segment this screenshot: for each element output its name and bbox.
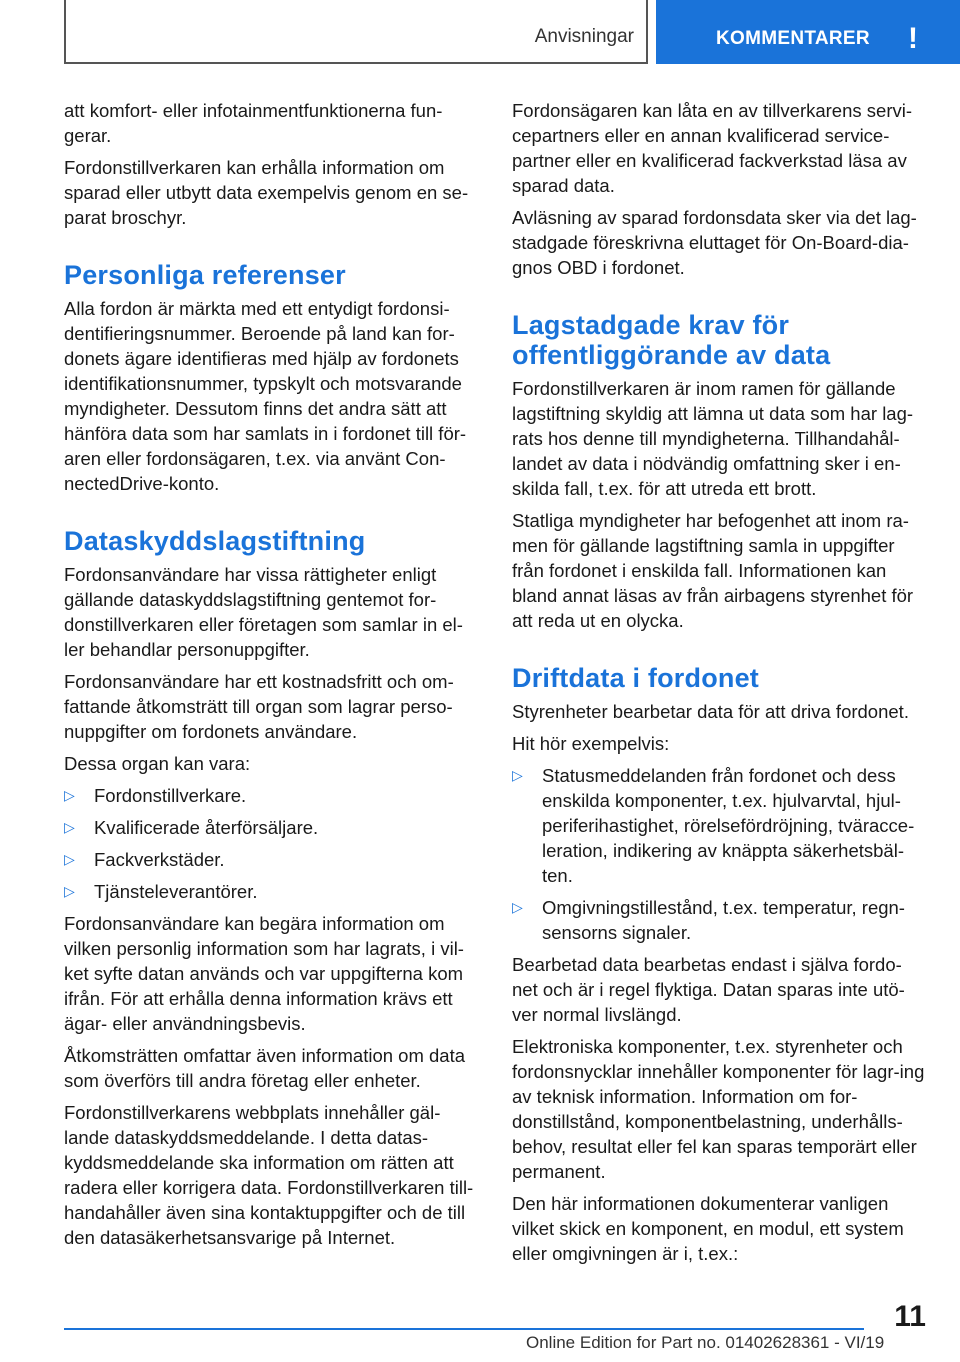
list-item-text: Statusmeddelanden från fordonet och dess enskilda komponenter, t.ex. hjulvarvtal, hjul-periferihastighet, rörelsefördröjning, tväracce-leration, indikering av knäppta säkerhetsbäl-ten. — [542, 765, 915, 886]
list-item — [512, 763, 926, 888]
paragraph: Fordonsanvändare har vissa rättigheter enligt gällande dataskyddslagstiftning gentemot for-donstillverkaren eller företagen som samlar in el-ler behandlar personuppgifter. — [64, 564, 463, 660]
paragraph: Fordonsanvändare har ett kostnadsfritt och om-fattande åtkomsträtt till organ som lagrar perso-nuppgifter om fordonets användare. — [64, 671, 454, 742]
alert-icon: ! — [908, 22, 918, 55]
paragraph: Fordonstillverkaren är inom ramen för gällande lagstiftning skyldig att lämna ut data som har lag-rats hos denne till myndigheterna. Tillhandahål-landet av data i nödvändig omfattning sker i en-skilda fall, t.ex. för att utreda ett brott. — [512, 378, 914, 499]
list-item — [64, 847, 478, 872]
paragraph: Avläsning av sparad fordonsdata sker via det lag-stadgade föreskrivna eluttaget för On-Board-dia-gnos OBD i fordonet. — [512, 207, 917, 278]
list-item-text: Kvalificerade återförsäljare. — [94, 817, 319, 838]
triangle-bullet-icon: ▷ — [64, 883, 75, 899]
footer-divider — [64, 1328, 864, 1330]
paragraph: Den här informationen dokumenterar vanligen vilket skick en komponent, en modul, ett system eller omgivningen är i, t.ex.: — [512, 1193, 904, 1264]
list-item-text: Fackverkstäder. — [94, 849, 225, 870]
triangle-bullet-icon: ▷ — [512, 767, 523, 783]
heading-operating-data: Driftdata i fordonet — [512, 663, 759, 693]
heading-legal-requirements: Lagstadgade krav för offentliggörande av data — [512, 310, 831, 370]
list-item-text: Omgivningstillestånd, t.ex. temperatur, regn-sensorns signaler. — [542, 897, 905, 943]
paragraph: Fordonstillverkarens webbplats innehåller gäl-lande dataskyddsmeddelande. I detta datas-kyddsmeddelande ska information om rätten att radera eller korrigera data. Fordonstillverkaren till-handahåller även sina kontaktuppgifter och de till den datasäkerhetsansvarige på Internet. — [64, 1102, 474, 1248]
heading-personal-references: Personliga referenser — [64, 260, 346, 290]
triangle-bullet-icon: ▷ — [64, 819, 75, 835]
paragraph: Fordonsanvändare kan begära information om vilken personlig information som har lagrats, i vil-ket syfte datan används och var uppgifterna kom ifrån. För att erhålla denna information krävs ett ägar- eller användningsbevis. — [64, 913, 464, 1034]
paragraph: Elektroniska komponenter, t.ex. styrenheter och fordonsnycklar innehåller komponenter för lagr-ing av teknisk information. Information om for-donstillstånd, komponentbelastning, underhålls-behov, resultat eller fel kan sparas temporärt eller permanent. — [512, 1036, 925, 1182]
active-section-tab[interactable] — [656, 0, 960, 64]
triangle-bullet-icon: ▷ — [64, 787, 75, 803]
footer-edition-text: Online Edition for Part no. 01402628361 - VI/19 — [526, 1333, 885, 1352]
section-tab-label: Anvisningar — [534, 26, 634, 47]
triangle-bullet-icon: ▷ — [512, 899, 523, 915]
list-item-text: Tjänsteleverantörer. — [94, 881, 258, 902]
paragraph: Styrenheter bearbetar data för att driva fordonet. — [512, 701, 909, 722]
heading-data-protection: Dataskyddslagstiftning — [64, 526, 366, 556]
left-column — [64, 98, 478, 1257]
list-item — [64, 783, 478, 808]
section-tab[interactable] — [64, 0, 648, 64]
active-section-label: KOMMENTARER — [716, 28, 870, 49]
paragraph: Alla fordon är märkta med ett entydigt fordonsi-dentifieringsnummer. Beroende på land kan for-donets ägare identifieras med hjälp av fordonets identifikationsnummer, typskylt och motsvarande myndigheter. Dessutom finns det andra sätt att hänföra data som har samlats in i fordonet till för-aren eller fordonsägaren, t.ex. via använt Con-nectedDrive-konto. — [64, 298, 467, 494]
triangle-bullet-icon: ▷ — [64, 851, 75, 867]
paragraph: Bearbetad data bearbetas endast i själva fordo-net och är i regel flyktiga. Datan sparas inte utö-ver normal livslängd. — [512, 954, 905, 1025]
paragraph: Fordonstillverkaren kan erhålla information om sparad eller utbytt data exempelvis genom en se-parat broschyr. — [64, 157, 469, 228]
paragraph: att komfort- eller infotainmentfunktionerna fun-gerar. — [64, 100, 443, 146]
paragraph: Statliga myndigheter har befogenhet att inom ra-men för gällande lagstiftning samla in uppgifter från fordonet i enskilda fall. Informationen kan bland annat läsas av från airbagens styrenhet för att reda ut en olycka. — [512, 510, 914, 631]
paragraph: Hit hör exempelvis: — [512, 733, 670, 754]
list-item — [64, 879, 478, 904]
bullet-list — [64, 783, 478, 904]
paragraph: Fordonsägaren kan låta en av tillverkarens servi-cepartners eller en annan kvalificerad service-partner eller en kvalificerad fackverkstad läsa av sparad data. — [512, 100, 912, 196]
list-item-text: Fordonstillverkare. — [94, 785, 247, 806]
paragraph: Åtkomsträtten omfattar även information om data som överförs till andra företag eller enheter. — [64, 1045, 466, 1091]
list-item — [512, 895, 926, 945]
paragraph: Dessa organ kan vara: — [64, 753, 251, 774]
page-header — [0, 0, 960, 66]
list-item — [64, 815, 478, 840]
right-column — [512, 98, 926, 1273]
page-number: 11 — [894, 1300, 926, 1333]
bullet-list — [512, 763, 926, 945]
